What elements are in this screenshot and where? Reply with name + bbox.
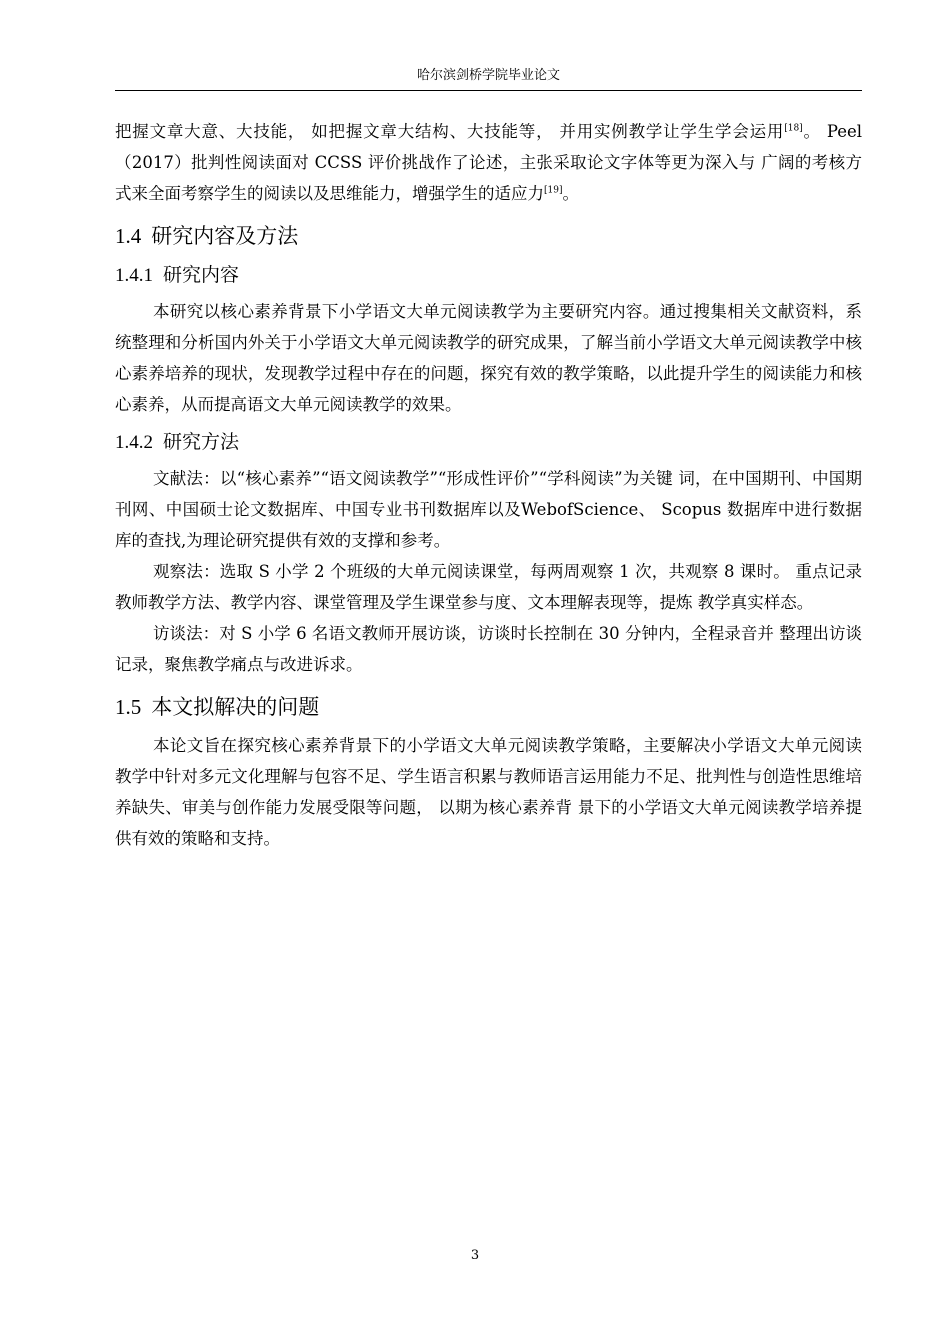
page-body xyxy=(115,116,862,854)
running-header: 哈尔滨剑桥学院毕业论文 xyxy=(115,64,862,91)
section-number: 1.4 xyxy=(115,224,142,248)
literature-method-paragraph: 文献法：以“核心素养”“语文阅读教学”“形成性评价”“学科阅读”为关键 词，在中国期刊、中国期刊网、中国硕士论文数据库、中国专业书刊数据库以及WebofScience、 Scopus 数据库中进行数据库的查找,为理论研究提供有效的支撑和参考。 xyxy=(115,469,862,550)
intro-paragraph xyxy=(115,116,862,209)
subsection-heading-1-4-1 xyxy=(115,259,862,292)
subsection-number: 1.4.1 xyxy=(115,265,153,286)
section-title: 研究内容及方法 xyxy=(151,224,299,248)
observation-method-paragraph: 观察法：选取 S 小学 2 个班级的大单元阅读课堂，每两周观察 1 次，共观察 8 课时。 重点记录教师教学方法、教学内容、课堂管理及学生课堂参与度、文本理解表现等，提炼 教学真实样态。 xyxy=(115,562,862,612)
citation-18[interactable]: [18] xyxy=(784,123,803,134)
section-heading-1-4 xyxy=(115,219,862,253)
section-heading-1-5 xyxy=(115,690,862,724)
intro-text-1: 把握文章大意、大技能， 如把握文章大结构、大技能等， 并用实例教学让学生学会运用 xyxy=(115,122,785,141)
intro-text-3: 。 xyxy=(562,184,579,203)
problems-paragraph: 本论文旨在探究核心素养背景下的小学语文大单元阅读教学策略，主要解决小学语文大单元阅读教学中针对多元文化理解与包容不足、学生语言积累与教师语言运用能力不足、批判性与创造性思维培养缺失、审美与创作能力发展受限等问题， 以期为核心素养背 景下的小学语文大单元阅读教学培养提供有效的策略和支持。 xyxy=(115,736,862,848)
research-content-paragraph: 本研究以核心素养背景下小学语文大单元阅读教学为主要研究内容。通过搜集相关文献资料，系统整理和分析国内外关于小学语文大单元阅读教学的研究成果，了解当前小学语文大单元阅读教学中核心素养培养的现状，发现教学过程中存在的问题，探究有效的教学策略，以此提升学生的阅读能力和核心素养，从而提高语文大单元阅读教学的效果。 xyxy=(115,302,862,414)
interview-method-paragraph: 访谈法：对 S 小学 6 名语文教师开展访谈，访谈时长控制在 30 分钟内，全程录音并 整理出访谈记录，聚焦教学痛点与改进诉求。 xyxy=(115,624,862,674)
citation-19[interactable]: [19] xyxy=(544,185,563,196)
subsection-title: 研究内容 xyxy=(163,264,240,286)
section-title: 本文拟解决的问题 xyxy=(151,695,320,719)
section-number: 1.5 xyxy=(115,695,142,719)
page-number: 3 xyxy=(470,1248,480,1263)
subsection-heading-1-4-2 xyxy=(115,426,862,459)
subsection-number: 1.4.2 xyxy=(115,432,153,453)
intro-text-2: 。 Peel（2017）批判性阅读面对 CCSS 评价挑战作了论述，主张采取论文字体等更为深入与 广阔的考核方式来全面考察学生的阅读以及思维能力，增强学生的适应力 xyxy=(115,122,862,203)
subsection-title: 研究方法 xyxy=(163,431,240,453)
